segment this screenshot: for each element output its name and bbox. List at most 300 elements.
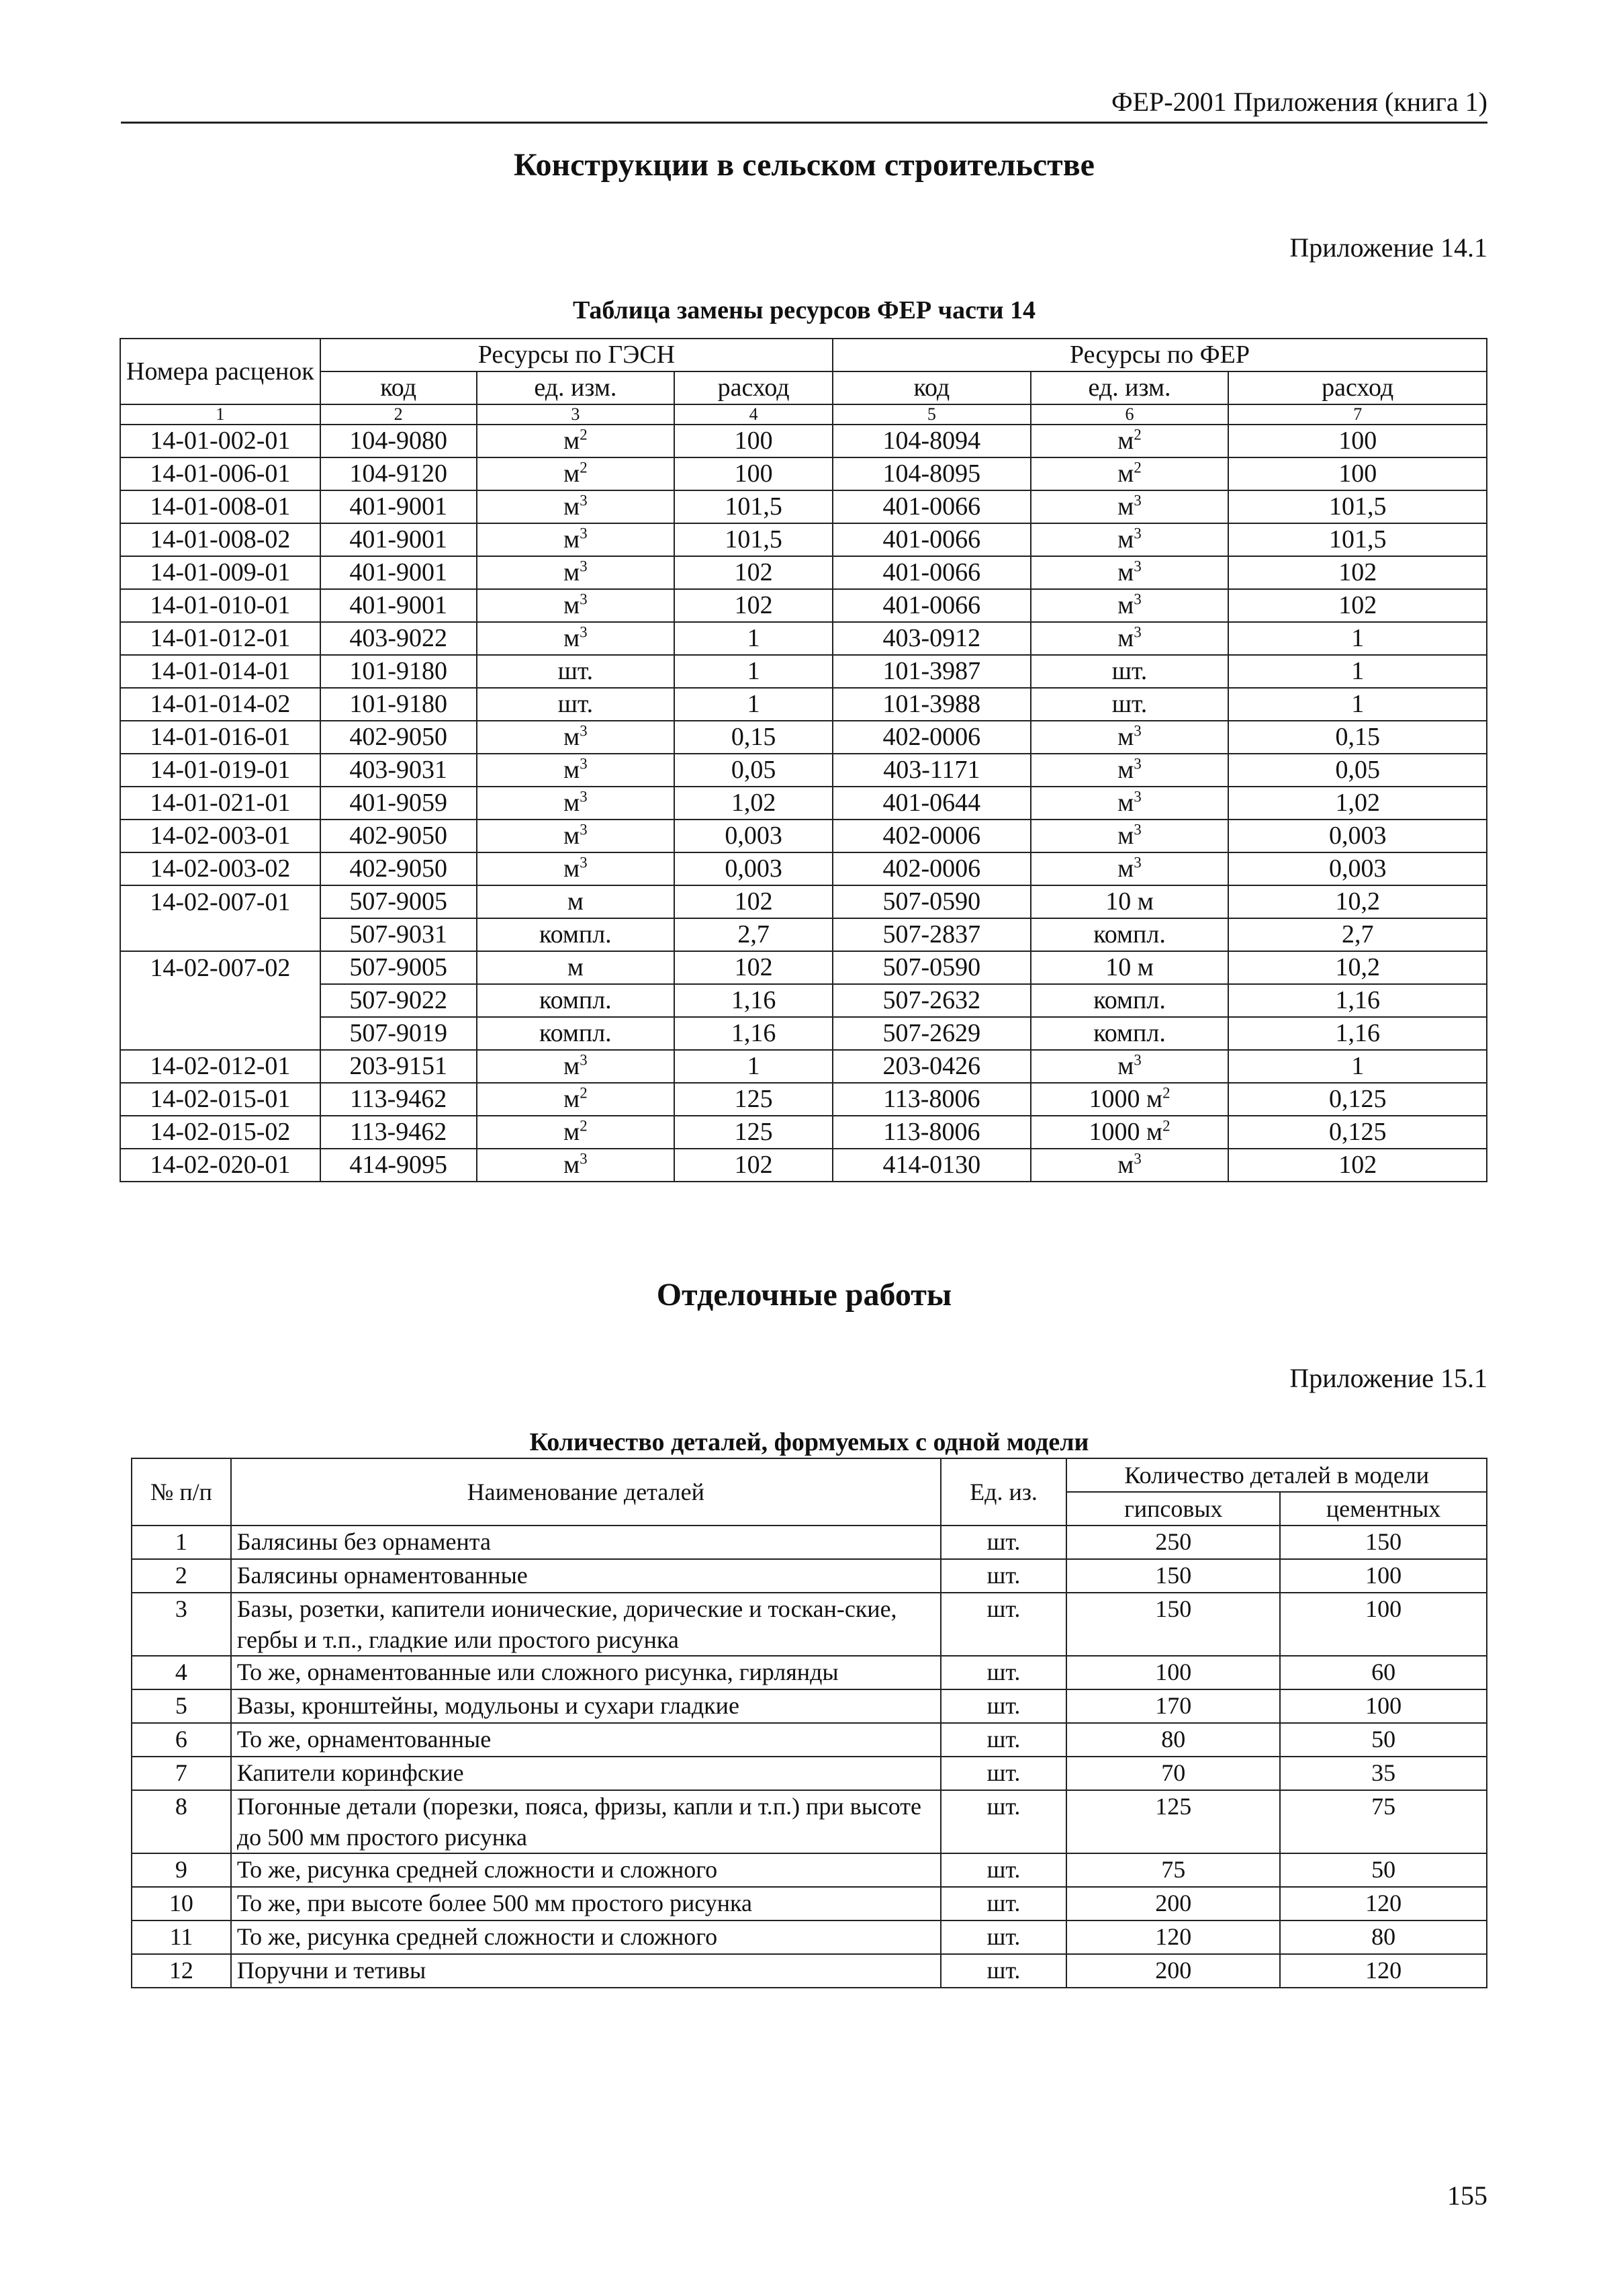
gypsum-count-cell: 100: [1066, 1656, 1280, 1689]
column-number: 7: [1228, 404, 1487, 425]
fer-consumption-cell-text: 1: [1351, 624, 1365, 652]
gesn-unit-cell-text: м: [563, 756, 580, 784]
rate-number-cell: 14-01-010-01: [120, 589, 320, 622]
gesn-unit-cell: [477, 885, 675, 918]
unit-cell: шт.: [941, 1656, 1067, 1689]
table-row: [120, 852, 1487, 885]
item-number-cell: 1: [132, 1526, 231, 1559]
gesn-unit-cell: [477, 589, 675, 622]
gesn-consumption-cell-text: 0,003: [725, 822, 782, 850]
table-row: [120, 1149, 1487, 1182]
unit-exponent: 3: [580, 558, 588, 575]
fer-consumption-cell-text: 0,125: [1328, 1085, 1387, 1113]
rate-number-cell: 14-02-015-01: [120, 1083, 320, 1116]
unit-exponent: 3: [580, 525, 588, 542]
fer-unit-cell-text: 10 м: [1105, 953, 1154, 981]
fer-code-cell: [833, 1050, 1031, 1083]
gesn-unit-cell: [477, 1116, 675, 1149]
table-row: [120, 721, 1487, 754]
gesn-consumption-cell-text: 102: [734, 1151, 773, 1179]
unit-exponent: 3: [1134, 722, 1142, 740]
fer-unit-cell-text: м: [1117, 459, 1134, 488]
gesn-code-cell-text: 403-9031: [349, 756, 447, 784]
item-number-cell: 10: [132, 1887, 231, 1920]
gesn-code-cell: [320, 918, 477, 951]
unit-cell: шт.: [941, 1790, 1067, 1853]
unit-cell: шт.: [941, 1920, 1067, 1954]
fer-unit-cell: [1031, 523, 1229, 556]
fer-code-cell-text: 203-0426: [882, 1052, 981, 1080]
unit-exponent: 3: [580, 722, 588, 740]
fer-consumption-cell-text: 102: [1338, 591, 1377, 619]
fer-code-cell-text: 414-0130: [882, 1151, 981, 1179]
gesn-unit-cell: [477, 1017, 675, 1050]
fer-code-cell: [833, 820, 1031, 852]
fer-consumption-cell-text: 1,16: [1335, 986, 1380, 1014]
fer-unit-cell: [1031, 425, 1229, 457]
unit-exponent: 2: [1134, 426, 1142, 443]
unit-exponent: 2: [1162, 1117, 1170, 1135]
fer-unit-cell-text: м: [1117, 1151, 1134, 1179]
fer-consumption-cell-text: 100: [1338, 427, 1377, 455]
fer-code-cell: [833, 425, 1031, 457]
gesn-code-cell: [320, 425, 477, 457]
gesn-consumption-cell: [674, 754, 833, 787]
fer-code-cell-text: 113-8006: [883, 1118, 980, 1146]
resource-replacement-table: [120, 338, 1487, 1182]
gesn-consumption-cell-text: 0,003: [725, 854, 782, 883]
gesn-code-cell: [320, 721, 477, 754]
fer-consumption-cell-text: 0,05: [1335, 756, 1380, 784]
fer-consumption-cell: [1228, 852, 1487, 885]
gesn-unit-cell-text: м: [563, 459, 580, 488]
fer-code-cell: [833, 1083, 1031, 1116]
gesn-code-cell: [320, 589, 477, 622]
fer-unit-cell-text: м: [1117, 854, 1134, 883]
fer-unit-cell-text: 1000 м: [1089, 1118, 1163, 1146]
fer-consumption-cell: [1228, 622, 1487, 655]
unit-exponent: 3: [580, 1150, 588, 1167]
gesn-unit-cell: [477, 721, 675, 754]
fer-consumption-cell: [1228, 1017, 1487, 1050]
gesn-unit-cell: [477, 688, 675, 721]
fer-consumption-cell: [1228, 490, 1487, 523]
gesn-unit-cell-text: компл.: [539, 1019, 612, 1047]
gesn-consumption-cell-text: 100: [734, 459, 773, 488]
gesn-unit-cell: [477, 622, 675, 655]
gesn-consumption-cell: [674, 1050, 833, 1083]
item-number-cell: 3: [132, 1593, 231, 1656]
gesn-consumption-cell-text: 101,5: [725, 492, 782, 521]
gesn-consumption-cell: [674, 1116, 833, 1149]
fer-unit-cell: [1031, 1050, 1229, 1083]
fer-unit-cell-text: м: [1117, 789, 1134, 817]
fer-unit-cell-text: шт.: [1111, 657, 1148, 685]
unit-cell: шт.: [941, 1526, 1067, 1559]
fer-unit-cell: [1031, 490, 1229, 523]
gesn-code-cell-text: 101-9180: [349, 657, 447, 685]
gesn-code-cell-text: 401-9001: [349, 525, 447, 554]
gesn-consumption-cell: [674, 655, 833, 688]
header-unit: Ед. из.: [941, 1458, 1067, 1526]
gesn-code-cell-text: 101-9180: [349, 690, 447, 718]
fer-unit-cell: [1031, 984, 1229, 1017]
gesn-consumption-cell: [674, 852, 833, 885]
gesn-code-cell-text: 402-9050: [349, 854, 447, 883]
fer-consumption-cell: [1228, 1083, 1487, 1116]
fer-code-cell-text: 403-0912: [882, 624, 981, 652]
cement-count-cell: 120: [1280, 1887, 1487, 1920]
fer-code-cell: [833, 688, 1031, 721]
gesn-unit-cell-text: м: [563, 427, 580, 455]
gesn-consumption-cell: [674, 556, 833, 589]
gesn-consumption-cell-text: 101,5: [725, 525, 782, 554]
fer-consumption-cell: [1228, 589, 1487, 622]
column-number: 3: [477, 404, 675, 425]
unit-exponent: 3: [1134, 1150, 1142, 1167]
gesn-code-cell-text: 203-9151: [349, 1052, 447, 1080]
gesn-unit-cell: [477, 787, 675, 820]
table-row: [132, 1689, 1487, 1723]
fer-code-cell-text: 101-3987: [882, 657, 981, 685]
table-row: [120, 984, 1487, 1017]
part-name-cell: То же, рисунка средней сложности и сложного: [231, 1920, 941, 1954]
gesn-code-cell-text: 104-9080: [349, 427, 447, 455]
cement-count-cell: 120: [1280, 1954, 1487, 1988]
fer-unit-cell-text: м: [1117, 591, 1134, 619]
part-name-cell: То же, орнаментованные или сложного рисунка, гирлянды: [231, 1656, 941, 1689]
item-number-cell: 8: [132, 1790, 231, 1853]
header-gesn-unit: ед. изм.: [477, 371, 675, 404]
gypsum-count-cell: 125: [1066, 1790, 1280, 1853]
fer-code-cell-text: 104-8095: [882, 459, 981, 488]
gesn-consumption-cell: [674, 984, 833, 1017]
unit-exponent: 3: [580, 492, 588, 509]
fer-code-cell-text: 507-2837: [882, 920, 981, 948]
fer-code-cell: [833, 490, 1031, 523]
gesn-code-cell: [320, 754, 477, 787]
gesn-code-cell: [320, 556, 477, 589]
gesn-code-cell: [320, 1050, 477, 1083]
table-row: [120, 754, 1487, 787]
gesn-consumption-cell-text: 125: [734, 1118, 773, 1146]
unit-exponent: 3: [580, 755, 588, 772]
table-row: [132, 1593, 1487, 1656]
gesn-consumption-cell: [674, 589, 833, 622]
fer-unit-cell-text: м: [1117, 1052, 1134, 1080]
rate-number-cell: 14-01-009-01: [120, 556, 320, 589]
fer-unit-cell-text: 10 м: [1105, 887, 1154, 916]
gypsum-count-cell: 150: [1066, 1559, 1280, 1593]
gesn-consumption-cell: [674, 622, 833, 655]
gesn-consumption-cell: [674, 688, 833, 721]
fer-unit-cell: [1031, 918, 1229, 951]
gesn-unit-cell-text: м: [563, 1118, 580, 1146]
fer-unit-cell-text: м: [1117, 558, 1134, 586]
fer-consumption-cell: [1228, 457, 1487, 490]
gesn-consumption-cell-text: 2,7: [737, 920, 770, 948]
gesn-consumption-cell: [674, 1083, 833, 1116]
rate-number-cell: 14-01-014-02: [120, 688, 320, 721]
cement-count-cell: 100: [1280, 1689, 1487, 1723]
gesn-unit-cell-text: м: [563, 525, 580, 554]
fer-unit-cell: [1031, 622, 1229, 655]
page-number: 155: [1447, 2180, 1487, 2211]
fer-code-cell-text: 101-3988: [882, 690, 981, 718]
fer-consumption-cell-text: 10,2: [1335, 953, 1380, 981]
gesn-consumption-cell: [674, 490, 833, 523]
gesn-consumption-cell: [674, 721, 833, 754]
fer-consumption-cell-text: 2,7: [1341, 920, 1374, 948]
unit-cell: шт.: [941, 1954, 1067, 1988]
fer-code-cell-text: 507-0590: [882, 887, 981, 916]
gypsum-count-cell: 80: [1066, 1723, 1280, 1757]
header-rate-numbers: Номера расценок: [120, 339, 320, 404]
gesn-unit-cell-text: м: [563, 822, 580, 850]
header-item-number: № п/п: [132, 1458, 231, 1526]
column-number: 5: [833, 404, 1031, 425]
fer-code-cell: [833, 1116, 1031, 1149]
unit-exponent: 3: [1134, 1051, 1142, 1069]
table-row: [120, 787, 1487, 820]
column-number: 6: [1031, 404, 1229, 425]
resource-replacement-table-body: [120, 425, 1487, 1182]
gesn-consumption-cell-text: 1,16: [731, 986, 776, 1014]
unit-exponent: 3: [1134, 854, 1142, 871]
gesn-consumption-cell-text: 1: [747, 690, 760, 718]
item-number-cell: 7: [132, 1757, 231, 1790]
unit-cell: шт.: [941, 1689, 1067, 1723]
unit-exponent: 2: [1134, 459, 1142, 476]
fer-consumption-cell: [1228, 754, 1487, 787]
unit-exponent: 2: [580, 1117, 588, 1135]
unit-exponent: 3: [1134, 755, 1142, 772]
table-row: [132, 1790, 1487, 1853]
item-number-cell: 2: [132, 1559, 231, 1593]
fer-unit-cell: [1031, 787, 1229, 820]
fer-unit-cell: [1031, 820, 1229, 852]
unit-exponent: 2: [580, 426, 588, 443]
fer-unit-cell: [1031, 589, 1229, 622]
fer-unit-cell: [1031, 1017, 1229, 1050]
unit-cell: шт.: [941, 1593, 1067, 1656]
gesn-code-cell: [320, 688, 477, 721]
gypsum-count-cell: 150: [1066, 1593, 1280, 1656]
table-row: [120, 622, 1487, 655]
gesn-unit-cell: [477, 852, 675, 885]
fer-code-cell-text: 401-0066: [882, 492, 981, 521]
fer-code-cell: [833, 556, 1031, 589]
gesn-code-cell-text: 113-9462: [350, 1085, 447, 1113]
rate-number-cell: 14-02-012-01: [120, 1050, 320, 1083]
gesn-unit-cell: [477, 1050, 675, 1083]
rate-number-cell: 14-01-008-01: [120, 490, 320, 523]
fer-code-cell-text: 402-0006: [882, 854, 981, 883]
cement-count-cell: 35: [1280, 1757, 1487, 1790]
gesn-consumption-cell-text: 102: [734, 591, 773, 619]
fer-consumption-cell-text: 0,125: [1328, 1118, 1387, 1146]
gesn-consumption-cell-text: 100: [734, 427, 773, 455]
gesn-unit-cell: [477, 951, 675, 984]
fer-code-cell: [833, 852, 1031, 885]
gesn-code-cell-text: 401-9001: [349, 591, 447, 619]
gypsum-count-cell: 170: [1066, 1689, 1280, 1723]
rate-number-cell: 14-02-020-01: [120, 1149, 320, 1182]
gesn-consumption-cell: [674, 885, 833, 918]
fer-unit-cell: [1031, 852, 1229, 885]
item-number-cell: 5: [132, 1689, 231, 1723]
gesn-unit-cell-text: м: [563, 492, 580, 521]
parts-per-model-table-caption: Количество деталей, формуемых с одной модели: [529, 1428, 1089, 1456]
fer-code-cell-text: 402-0006: [882, 822, 981, 850]
cement-count-cell: 60: [1280, 1656, 1487, 1689]
header-gypsum: гипсовых: [1066, 1492, 1280, 1526]
fer-consumption-cell: [1228, 1050, 1487, 1083]
cement-count-cell: 100: [1280, 1593, 1487, 1656]
gesn-consumption-cell-text: 1,16: [731, 1019, 776, 1047]
gesn-unit-cell-text: компл.: [539, 986, 612, 1014]
gesn-code-cell: [320, 1149, 477, 1182]
header-fer-resources: Ресурсы по ФЕР: [833, 339, 1487, 371]
gesn-consumption-cell: [674, 425, 833, 457]
gesn-unit-cell: [477, 754, 675, 787]
fer-unit-cell: [1031, 754, 1229, 787]
gesn-unit-cell: [477, 490, 675, 523]
gesn-unit-cell-text: м: [563, 789, 580, 817]
running-header: ФЕР-2001 Приложения (книга 1): [121, 86, 1487, 124]
unit-cell: шт.: [941, 1887, 1067, 1920]
fer-consumption-cell: [1228, 1116, 1487, 1149]
gesn-code-cell-text: 113-9462: [350, 1118, 447, 1146]
gesn-unit-cell-text: м: [563, 854, 580, 883]
unit-exponent: 3: [1134, 788, 1142, 805]
unit-exponent: 2: [580, 459, 588, 476]
gesn-consumption-cell-text: 102: [734, 558, 773, 586]
part-name-cell: То же, орнаментованные: [231, 1723, 941, 1757]
table-row: [132, 1526, 1487, 1559]
fer-consumption-cell-text: 102: [1338, 558, 1377, 586]
rate-number-cell: [120, 1017, 320, 1050]
fer-consumption-cell: [1228, 688, 1487, 721]
fer-consumption-cell: [1228, 556, 1487, 589]
fer-consumption-cell: [1228, 721, 1487, 754]
header-parts-count: Количество деталей в модели: [1066, 1458, 1487, 1492]
unit-exponent: 3: [580, 590, 588, 608]
gesn-code-cell-text: 402-9050: [349, 723, 447, 751]
table-row: [120, 425, 1487, 457]
header-fer-unit: ед. изм.: [1031, 371, 1229, 404]
gesn-code-cell: [320, 885, 477, 918]
header-cement: цементных: [1280, 1492, 1487, 1526]
gesn-consumption-cell: [674, 951, 833, 984]
fer-consumption-cell-text: 102: [1338, 1151, 1377, 1179]
fer-unit-cell-text: м: [1117, 525, 1134, 554]
part-name-cell: Балясины без орнамента: [231, 1526, 941, 1559]
table-row: [132, 1954, 1487, 1988]
rate-number-cell: 14-01-014-01: [120, 655, 320, 688]
fer-consumption-cell-text: 0,15: [1335, 723, 1380, 751]
gesn-code-cell-text: 507-9019: [349, 1019, 447, 1047]
gesn-consumption-cell-text: 102: [734, 953, 773, 981]
gesn-unit-cell-text: м: [563, 723, 580, 751]
gesn-unit-cell: [477, 425, 675, 457]
unit-cell: шт.: [941, 1853, 1067, 1887]
gesn-consumption-cell-text: 1: [747, 624, 760, 652]
gesn-code-cell-text: 507-9022: [349, 986, 447, 1014]
gypsum-count-cell: 200: [1066, 1887, 1280, 1920]
gesn-code-cell: [320, 490, 477, 523]
resource-replacement-table-caption: Таблица замены ресурсов ФЕР части 14: [572, 296, 1036, 324]
gesn-code-cell: [320, 787, 477, 820]
cement-count-cell: 50: [1280, 1723, 1487, 1757]
table-row: [120, 1083, 1487, 1116]
gesn-code-cell-text: 104-9120: [349, 459, 447, 488]
fer-code-cell-text: 507-0590: [882, 953, 981, 981]
rate-number-cell: 14-01-006-01: [120, 457, 320, 490]
fer-consumption-cell-text: 1: [1351, 657, 1365, 685]
rate-number-cell: 14-02-015-02: [120, 1116, 320, 1149]
gesn-unit-cell-text: шт.: [557, 690, 594, 718]
gesn-code-cell-text: 401-9001: [349, 492, 447, 521]
fer-code-cell-text: 401-0644: [882, 789, 981, 817]
gesn-code-cell-text: 507-9005: [349, 953, 447, 981]
gesn-consumption-cell: [674, 820, 833, 852]
column-number-row: [120, 404, 1487, 425]
fer-unit-cell-text: м: [1117, 427, 1134, 455]
part-name-cell: То же, рисунка средней сложности и сложного: [231, 1853, 941, 1887]
unit-exponent: 3: [580, 821, 588, 838]
gesn-consumption-cell-text: 1,02: [731, 789, 776, 817]
fer-unit-cell: [1031, 688, 1229, 721]
table-row: [132, 1920, 1487, 1954]
table-row: [120, 1116, 1487, 1149]
fer-consumption-cell-text: 101,5: [1328, 492, 1387, 521]
gesn-unit-cell: [477, 1149, 675, 1182]
gesn-consumption-cell-text: 1: [747, 1052, 760, 1080]
unit-cell: шт.: [941, 1559, 1067, 1593]
rate-number-cell: 14-01-021-01: [120, 787, 320, 820]
item-number-cell: 6: [132, 1723, 231, 1757]
fer-code-cell: [833, 918, 1031, 951]
table-row: [120, 523, 1487, 556]
header-fer-code: код: [833, 371, 1031, 404]
column-number: 2: [320, 404, 477, 425]
fer-code-cell: [833, 622, 1031, 655]
gesn-unit-cell: [477, 820, 675, 852]
fer-code-cell-text: 113-8006: [883, 1085, 980, 1113]
header-fer-consumption: расход: [1228, 371, 1487, 404]
table-row: [120, 820, 1487, 852]
fer-unit-cell: [1031, 457, 1229, 490]
rate-number-cell: 14-02-007-01: [120, 885, 320, 918]
fer-consumption-cell: [1228, 787, 1487, 820]
fer-code-cell: [833, 721, 1031, 754]
fer-code-cell: [833, 885, 1031, 918]
table-row: [120, 589, 1487, 622]
rate-number-cell: 14-02-003-02: [120, 852, 320, 885]
gesn-consumption-cell: [674, 918, 833, 951]
fer-code-cell-text: 403-1171: [883, 756, 980, 784]
unit-exponent: 3: [1134, 492, 1142, 509]
gesn-unit-cell-text: м: [563, 591, 580, 619]
fer-consumption-cell-text: 1,16: [1335, 1019, 1380, 1047]
table-row: [132, 1656, 1487, 1689]
table-row: [120, 951, 1487, 984]
rate-number-cell: 14-01-008-02: [120, 523, 320, 556]
fer-unit-cell: [1031, 1116, 1229, 1149]
part-name-cell: Балясины орнаментованные: [231, 1559, 941, 1593]
column-number: 1: [120, 404, 320, 425]
